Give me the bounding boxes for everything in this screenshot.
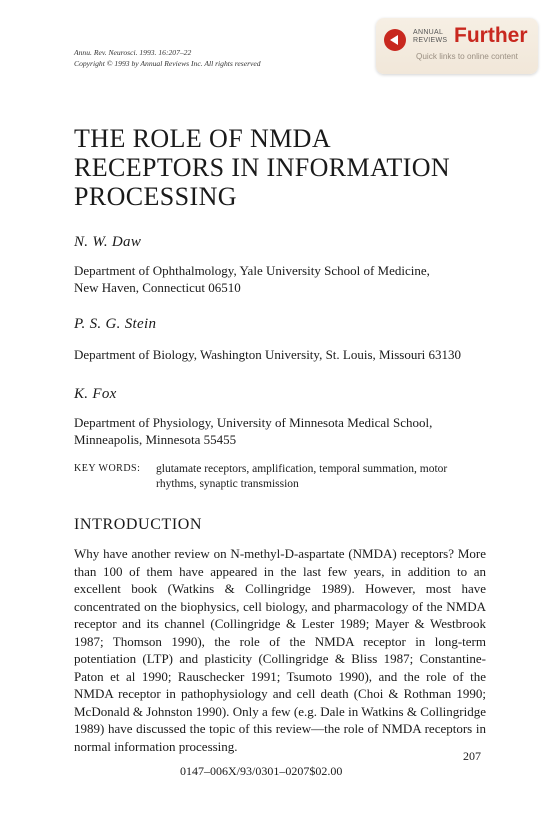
author-name: N. W. Daw xyxy=(74,234,142,250)
author-name: K. Fox xyxy=(74,386,117,402)
introduction-paragraph: Why have another review on N-methyl-D-aspartate (NMDA) receptors? More than 100 of them have appeared in the last few years, in addition to an excellent book (Watkins & Collingridge 1989). However, most have concentrated on the biophysics, cell biology, and pharmacology of the NMDA receptor and its channel (Collingridge & Lester 1989; Mayer & Westbrook 1987; Thomson 1990), the role of the NMDA receptor in long-term potentiation (LTP) and plasticity (Collingridge & Bliss 1987; Constantine-Paton et al 1990; Rauschecker 1991; Tsumoto 1990), and the role of the NMDA receptor in pathophysiology and cell death (Choi & Rothman 1990; McDonald & Johnston 1990). Only a few (e.g. Dale in Watkins & Collingridge 1989) have discussed the topic of this review—the role of NMDA receptors in normal information processing. xyxy=(74,546,486,754)
author-affiliation xyxy=(74,414,494,448)
article-title xyxy=(74,124,514,211)
citation-line-1: Annu. Rev. Neurosci. 1993. 16:207–22 xyxy=(74,48,192,57)
author-affiliation xyxy=(74,346,494,363)
title-line-2: RECEPTORS IN INFORMATION xyxy=(74,153,451,182)
section-heading: INTRODUCTION xyxy=(74,516,203,533)
author-name: P. S. G. Stein xyxy=(74,316,157,332)
affiliation-line: Minneapolis, Minnesota 55455 xyxy=(74,432,237,447)
badge-brand-line-2: REVIEWS xyxy=(413,37,448,44)
citation-line-2: Copyright © 1993 by Annual Reviews Inc. All rights reserved xyxy=(74,59,261,68)
badge-brand-line-1: ANNUAL xyxy=(413,29,444,36)
title-line-3: PROCESSING xyxy=(74,182,237,211)
keywords-list: glutamate receptors, amplification, temporal summation, motor rhythms, synaptic transmission xyxy=(156,463,448,490)
affiliation-line: Department of Physiology, University of Minnesota Medical School, xyxy=(74,415,433,430)
affiliation-line: Department of Biology, Washington University, St. Louis, Missouri 63130 xyxy=(74,347,462,362)
badge-title: Further xyxy=(454,24,528,47)
page-number: 207 xyxy=(463,749,481,763)
title-line-1: THE ROLE OF NMDA xyxy=(74,124,332,153)
journal-citation xyxy=(74,47,261,69)
play-left-icon xyxy=(384,29,406,51)
affiliation-line: Department of Ophthalmology, Yale University School of Medicine, xyxy=(74,263,430,278)
document-code: 0147–006X/93/0301–0207$02.00 xyxy=(180,764,343,778)
author-affiliation xyxy=(74,262,494,296)
further-reviews-badge[interactable] xyxy=(376,18,538,74)
keywords-label: KEY WORDS: xyxy=(74,463,141,474)
badge-brand xyxy=(413,29,447,45)
badge-subtitle: Quick links to online content xyxy=(416,52,518,61)
affiliation-line: New Haven, Connecticut 06510 xyxy=(74,280,241,295)
